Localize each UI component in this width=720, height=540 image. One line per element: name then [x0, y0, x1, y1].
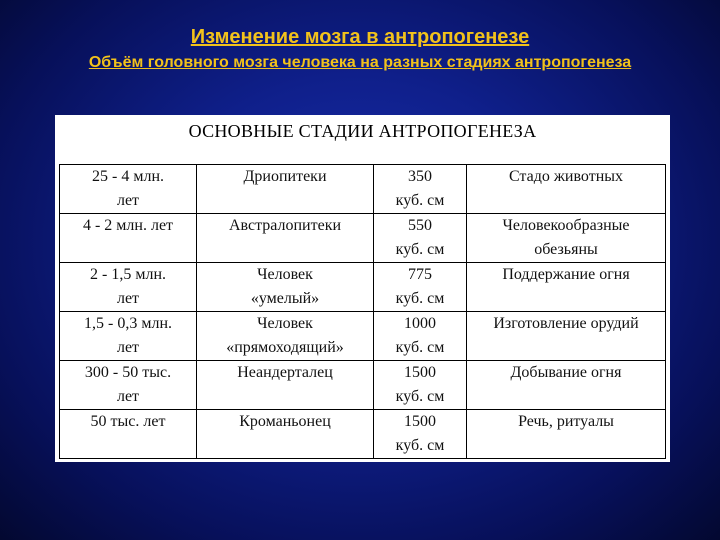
period-cell: 25 - 4 млн. лет — [60, 165, 197, 214]
brain-volume-cell: 1500 куб. см — [374, 410, 467, 459]
table-row — [60, 312, 666, 361]
brain-volume-cell: 350 куб. см — [374, 165, 467, 214]
brain-volume-cell: 775 куб. см — [374, 263, 467, 312]
brain-volume-cell: 1000 куб. см — [374, 312, 467, 361]
feature-cell: Изготовление орудий — [467, 312, 666, 361]
stages-table-image — [55, 115, 670, 462]
species-cell: Дриопитеки — [197, 165, 374, 214]
feature-cell: Человекообразные обезьяны — [467, 214, 666, 263]
table-row — [60, 165, 666, 214]
species-cell: Человек «прямоходящий» — [197, 312, 374, 361]
feature-cell: Добывание огня — [467, 361, 666, 410]
table-row — [60, 361, 666, 410]
brain-volume-cell: 1500 куб. см — [374, 361, 467, 410]
stages-table — [59, 164, 666, 459]
species-cell: Неандерталец — [197, 361, 374, 410]
table-row — [60, 263, 666, 312]
period-cell: 1,5 - 0,3 млн. лет — [60, 312, 197, 361]
period-cell: 2 - 1,5 млн. лет — [60, 263, 197, 312]
brain-volume-cell: 550 куб. см — [374, 214, 467, 263]
slide-title: Изменение мозга в антропогенезе — [190, 26, 530, 48]
period-cell: 300 - 50 тыс. лет — [60, 361, 197, 410]
species-cell: Австралопитеки — [197, 214, 374, 263]
period-cell: 50 тыс. лет — [60, 410, 197, 459]
species-cell: Кроманьонец — [197, 410, 374, 459]
table-row — [60, 214, 666, 263]
table-row — [60, 410, 666, 459]
period-cell: 4 - 2 млн. лет — [60, 214, 197, 263]
feature-cell: Речь, ритуалы — [467, 410, 666, 459]
species-cell: Человек «умелый» — [197, 263, 374, 312]
feature-cell: Поддержание огня — [467, 263, 666, 312]
slide-subtitle: Объём головного мозга человека на разных стадиях антропогенеза — [88, 54, 632, 71]
table-heading: ОСНОВНЫЕ СТАДИИ АНТРОПОГЕНЕЗА — [188, 121, 537, 141]
feature-cell: Стадо животных — [467, 165, 666, 214]
